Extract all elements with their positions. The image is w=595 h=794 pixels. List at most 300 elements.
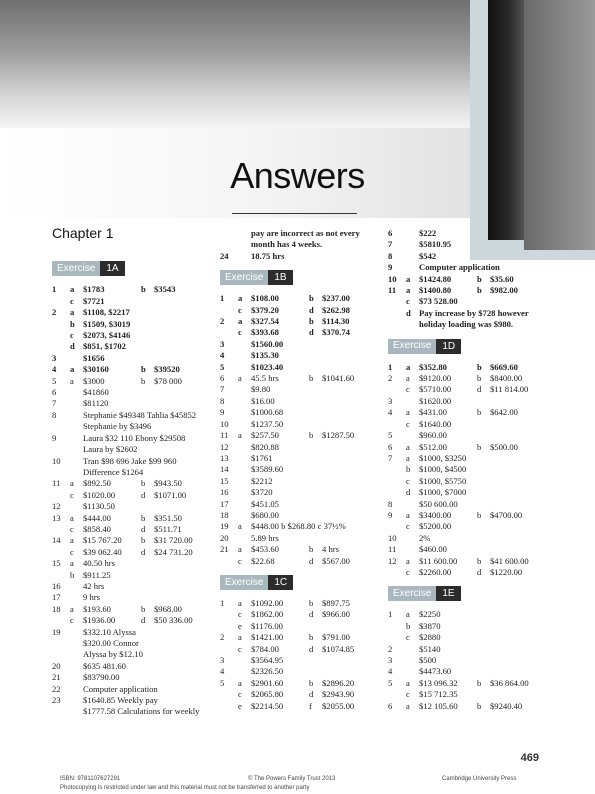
answer-v: Tran $98 696 Jake $99 960 xyxy=(83,455,177,466)
answer-row xyxy=(52,364,217,375)
answer-l: a xyxy=(406,677,410,688)
answer-l: c xyxy=(238,555,242,566)
answer-l xyxy=(238,510,251,521)
answer-n xyxy=(52,319,70,330)
answer-v2: $35.60 xyxy=(490,273,514,284)
answer-row xyxy=(388,373,548,384)
answer-n: 5 xyxy=(388,677,393,688)
answer-row xyxy=(388,396,548,407)
answer-row xyxy=(52,444,217,455)
answer-l xyxy=(238,350,251,361)
answer-l2: d xyxy=(309,689,314,700)
answer-n: 3 xyxy=(52,352,57,363)
answer-l: a xyxy=(406,285,411,296)
answer-v: 9 hrs xyxy=(83,592,100,603)
answer-l: c xyxy=(406,296,410,307)
answer-v: $41860 xyxy=(83,387,109,398)
answer-n: 13 xyxy=(220,452,229,463)
answer-v: 42 hrs xyxy=(83,580,105,591)
answer-v: $5140 xyxy=(419,643,441,654)
answer-l: a xyxy=(70,478,74,489)
answer-l xyxy=(238,533,251,544)
answer-v: holiday loading was $980. xyxy=(419,319,514,330)
answer-l2: b xyxy=(477,700,482,711)
answer-row xyxy=(388,499,548,510)
answer-v: $1000, $3250 xyxy=(419,452,467,463)
answer-v: $820.88 xyxy=(251,441,279,452)
answer-row xyxy=(220,442,380,453)
answer-n: 20 xyxy=(220,532,229,543)
page-title: Answers xyxy=(230,155,365,196)
answer-v: $3000 xyxy=(83,375,105,386)
answer-v2: $114.30 xyxy=(322,316,350,327)
answer-row xyxy=(388,239,548,250)
answer-v2: $966.00 xyxy=(322,609,350,620)
answer-n: 1 xyxy=(52,284,57,295)
answer-n xyxy=(52,467,70,478)
answer-v: $379.20 xyxy=(251,304,279,315)
answer-l: a xyxy=(238,544,242,555)
answer-v2: $642.00 xyxy=(490,407,518,418)
answer-v: $2073, $4146 xyxy=(83,330,131,341)
answer-n xyxy=(52,490,70,501)
answer-l xyxy=(70,661,83,672)
answer-l: a xyxy=(406,509,410,520)
answer-v: Laura $32 110 Ebony $29508 xyxy=(83,432,186,443)
answer-n: 20 xyxy=(52,660,61,671)
answer-row xyxy=(52,341,217,352)
answer-row xyxy=(220,239,380,250)
answer-v2: $2055.00 xyxy=(322,700,355,711)
answer-v: pay are incorrect as not every xyxy=(251,228,360,238)
answer-v: Pay increase by $728 however xyxy=(419,307,529,318)
answer-n: 6 xyxy=(388,700,393,711)
answer-v: $1000.68 xyxy=(251,407,284,418)
answer-v: $911.25 xyxy=(83,569,111,580)
answer-l: a xyxy=(238,677,242,688)
answer-l: c xyxy=(70,615,74,626)
answer-n: 12 xyxy=(52,501,61,512)
answer-row xyxy=(388,701,548,712)
chapter-heading: Chapter 1 xyxy=(52,225,114,241)
answer-row xyxy=(388,285,548,296)
answer-l xyxy=(238,419,251,430)
answer-l2: d xyxy=(309,304,314,315)
answer-v2: $511.71 xyxy=(154,523,182,534)
answer-row xyxy=(388,644,548,655)
answer-l2: f xyxy=(309,700,312,711)
answer-v: $444.00 xyxy=(83,512,111,523)
answer-l xyxy=(238,407,251,418)
answer-row xyxy=(220,293,380,304)
answer-l2: b xyxy=(477,361,482,372)
answer-l: c xyxy=(406,384,410,395)
answer-l2: b xyxy=(309,677,314,688)
answer-v: $1023.40 xyxy=(251,361,284,372)
answer-n xyxy=(52,570,70,581)
answer-v: $451.05 xyxy=(251,498,279,509)
answer-row xyxy=(52,558,217,569)
answer-l: c xyxy=(406,521,410,532)
answer-l xyxy=(406,666,419,677)
answer-l2: b xyxy=(477,441,482,452)
answer-row xyxy=(220,655,380,666)
answer-l2: d xyxy=(141,615,146,626)
answer-l2: b xyxy=(477,373,482,384)
answer-v: $1640.00 xyxy=(419,418,452,429)
answer-l: c xyxy=(406,475,410,486)
answer-l xyxy=(70,467,83,478)
answer-l: c xyxy=(70,546,74,557)
answer-row xyxy=(52,547,217,558)
answer-v2: 4 hrs xyxy=(322,544,339,555)
answer-row xyxy=(52,695,217,706)
answer-v: $193.60 xyxy=(83,603,111,614)
answer-l: a xyxy=(238,632,242,643)
answer-row xyxy=(388,533,548,544)
answer-v: month has 4 weeks. xyxy=(251,239,323,250)
answer-n xyxy=(388,308,406,319)
answer-l xyxy=(406,251,419,262)
answer-l: c xyxy=(406,689,410,700)
answer-n xyxy=(388,689,406,700)
answer-row xyxy=(220,327,380,338)
answer-row xyxy=(52,433,217,444)
answer-n: 9 xyxy=(220,407,225,418)
answer-l: a xyxy=(238,293,243,304)
answer-l: c xyxy=(238,327,242,338)
answer-n xyxy=(52,615,70,626)
answer-n: 6 xyxy=(220,373,225,384)
answer-list-1c-cont xyxy=(388,228,548,331)
answer-v: $1560.00 xyxy=(251,338,284,349)
answer-v: $81120 xyxy=(83,398,109,409)
answer-l xyxy=(70,672,83,683)
answer-v2: $968.00 xyxy=(154,603,182,614)
answer-v: $327.54 xyxy=(251,316,279,327)
answer-l2: d xyxy=(141,523,146,534)
answer-v2: $31 720.00 xyxy=(154,535,193,546)
answer-n: 16 xyxy=(220,487,229,498)
answer-n: 4 xyxy=(220,350,225,361)
answer-v: Computer application xyxy=(83,683,158,694)
answer-n: 11 xyxy=(220,430,229,441)
answer-row xyxy=(220,678,380,689)
answer-row xyxy=(388,476,548,487)
answer-row xyxy=(220,609,380,620)
answer-v2: $982.00 xyxy=(490,285,518,296)
answer-row xyxy=(220,362,380,373)
answer-row xyxy=(388,407,548,418)
answer-n: 15 xyxy=(220,475,229,486)
answer-l xyxy=(70,410,83,421)
answer-v: 45.5 hrs xyxy=(251,373,279,384)
answer-v: $2214.50 xyxy=(251,700,284,711)
answer-row xyxy=(220,350,380,361)
answer-l xyxy=(70,421,83,432)
answer-row xyxy=(388,632,548,643)
answer-row xyxy=(388,453,548,464)
answer-n: 21 xyxy=(220,544,229,555)
answer-list-1e xyxy=(388,609,548,712)
answer-n: 15 xyxy=(52,558,61,569)
answer-row xyxy=(388,544,548,555)
exercise-1a-heading: Exercise 1A xyxy=(52,261,125,276)
answer-n xyxy=(52,444,70,455)
answer-n: 6 xyxy=(388,441,393,452)
answer-l: a xyxy=(238,316,243,327)
answer-n: 7 xyxy=(52,398,57,409)
answer-l: d xyxy=(406,307,411,318)
answer-row xyxy=(220,499,380,510)
answer-v: $3564.95 xyxy=(251,655,284,665)
answer-l: b xyxy=(70,569,75,580)
answer-v: Laura by $2602 xyxy=(83,444,138,455)
answer-n xyxy=(52,649,70,660)
answer-row xyxy=(52,684,217,695)
answer-l2: b xyxy=(141,535,146,546)
answer-v: $2326.50 xyxy=(251,666,284,677)
answer-l: a xyxy=(406,407,410,418)
answer-row xyxy=(220,476,380,487)
publisher-text: Cambridge University Press xyxy=(442,776,517,782)
answer-n: 10 xyxy=(388,532,397,543)
answer-n: 8 xyxy=(388,250,393,261)
answer-n xyxy=(220,228,238,239)
answer-row xyxy=(52,649,217,660)
answer-v: $5200.00 xyxy=(419,521,452,532)
answer-l xyxy=(238,499,251,510)
answer-l: a xyxy=(406,273,411,284)
answer-n xyxy=(388,621,406,632)
answer-v2: $370.74 xyxy=(322,327,350,338)
answer-n: 9 xyxy=(52,432,57,443)
answer-row xyxy=(52,319,217,330)
answer-l: d xyxy=(70,341,75,352)
answer-l2: b xyxy=(141,364,146,375)
answer-v2: $11 814.00 xyxy=(490,384,529,395)
answer-l xyxy=(238,251,251,262)
answer-list-1a-cont xyxy=(220,228,380,262)
answer-l xyxy=(70,501,83,512)
answer-n: 1 xyxy=(388,609,393,620)
answer-l: a xyxy=(70,307,75,318)
answer-v: $1761 xyxy=(251,452,273,463)
answer-v: $1777.58 Calculations for weekly xyxy=(83,706,200,717)
copyright-text: © The Powers Family Trust 2013 xyxy=(248,776,336,782)
exercise-1c-heading: Exercise 1C xyxy=(220,575,293,590)
answer-row xyxy=(388,655,548,666)
answer-row xyxy=(220,666,380,677)
answer-v: Computer application xyxy=(419,262,500,273)
answer-n xyxy=(388,419,406,430)
answer-v2: $4700.00 xyxy=(490,509,523,520)
answer-row xyxy=(52,638,217,649)
answer-row xyxy=(388,556,548,567)
answer-l: a xyxy=(70,535,74,546)
answer-n: 7 xyxy=(388,452,393,463)
answer-l: b xyxy=(406,620,411,631)
answer-v2: $943.50 xyxy=(154,478,182,489)
answer-v: $135.30 xyxy=(251,350,279,361)
answer-l: a xyxy=(406,452,410,463)
answer-n: 5 xyxy=(220,677,225,688)
answer-l: a xyxy=(238,430,242,441)
answer-l2: b xyxy=(141,512,146,523)
answer-l2: b xyxy=(309,597,314,608)
answer-v2: $8400.00 xyxy=(490,373,523,384)
answer-l2: b xyxy=(309,544,314,555)
answer-row xyxy=(52,604,217,615)
answer-l: a xyxy=(70,284,75,295)
answer-l xyxy=(406,499,419,510)
answer-row xyxy=(52,284,217,295)
answer-l xyxy=(406,319,419,330)
answer-v: $22.68 xyxy=(251,555,275,566)
answer-row xyxy=(52,490,217,501)
answer-l2: b xyxy=(309,373,314,384)
answer-n: 6 xyxy=(388,228,393,238)
answer-v: $453.60 xyxy=(251,544,279,555)
answer-n: 4 xyxy=(388,666,393,677)
answer-v: $680.00 xyxy=(251,509,279,520)
answer-n xyxy=(220,556,238,567)
answer-row xyxy=(220,632,380,643)
answer-l2: d xyxy=(309,643,314,654)
answer-l2: d xyxy=(141,489,146,500)
answer-n xyxy=(388,476,406,487)
answer-l xyxy=(70,387,83,398)
answer-l: a xyxy=(406,373,410,384)
answer-row xyxy=(52,376,217,387)
answer-v: $3400.00 xyxy=(419,509,452,520)
answer-row xyxy=(388,442,548,453)
answer-v2: $3543 xyxy=(154,284,176,295)
answer-l xyxy=(70,456,83,467)
answer-list-1c xyxy=(220,598,380,712)
answer-l xyxy=(406,396,419,407)
answer-v: $1862.00 xyxy=(251,609,284,620)
answer-l2: b xyxy=(477,677,482,688)
answer-n: 2 xyxy=(52,307,57,318)
answer-v: $393.68 xyxy=(251,327,279,338)
answer-n: 11 xyxy=(388,285,397,296)
answer-row xyxy=(52,570,217,581)
answer-v2: $2896.20 xyxy=(322,677,355,688)
answer-n: 24 xyxy=(220,250,229,261)
answer-v: $3870 xyxy=(419,620,441,631)
answer-n: 11 xyxy=(388,544,397,555)
answer-v: $2212 xyxy=(251,475,273,486)
answer-v: $15 767.20 xyxy=(83,535,122,546)
answer-n xyxy=(52,638,70,649)
answer-row xyxy=(388,567,548,578)
answer-l: a xyxy=(70,364,75,375)
answer-row xyxy=(52,410,217,421)
answer-v: $858.40 xyxy=(83,523,111,534)
answer-v: 40.50 hrs xyxy=(83,558,115,569)
answer-row xyxy=(220,316,380,327)
answer-l2: b xyxy=(141,603,146,614)
answer-row xyxy=(388,262,548,273)
answer-row xyxy=(388,274,548,285)
answer-n xyxy=(52,330,70,341)
answer-row xyxy=(220,689,380,700)
answer-n: 4 xyxy=(388,407,393,418)
answer-v: $1509, $3019 xyxy=(83,318,131,329)
answer-v: $9120.00 xyxy=(419,373,452,384)
answer-l xyxy=(406,544,419,555)
answer-n xyxy=(220,621,238,632)
column-1 xyxy=(52,225,217,718)
answer-row xyxy=(220,396,380,407)
answer-v: $1783 xyxy=(83,284,105,295)
answer-n: 5 xyxy=(220,361,225,372)
answer-n xyxy=(388,567,406,578)
answer-row xyxy=(52,478,217,489)
answer-v2: $262.98 xyxy=(322,304,350,315)
answer-v2: $567.00 xyxy=(322,555,350,566)
answer-row xyxy=(220,419,380,430)
answer-n xyxy=(220,609,238,620)
answer-l2: b xyxy=(477,509,482,520)
answer-n: 18 xyxy=(52,603,61,614)
answer-row xyxy=(388,678,548,689)
answer-l xyxy=(70,649,83,660)
answer-l: c xyxy=(70,489,74,500)
answer-n xyxy=(388,319,406,330)
answer-v: $3720 xyxy=(251,487,273,498)
answer-v: $1620.00 xyxy=(419,395,452,406)
exercise-1e-heading: Exercise 1E xyxy=(388,586,461,601)
answer-row xyxy=(52,330,217,341)
answer-l: a xyxy=(70,558,74,569)
answer-v: $1640.85 Weekly pay xyxy=(83,695,158,706)
answer-row xyxy=(388,251,548,262)
answer-row xyxy=(220,251,380,262)
answer-v: Stephanie $49348 Tahlia $45852 xyxy=(83,409,197,420)
answer-l xyxy=(406,430,419,441)
page-curl-shadow xyxy=(524,0,595,250)
answer-l: c xyxy=(238,609,242,620)
answer-n xyxy=(388,464,406,475)
answer-v2: $1041.60 xyxy=(322,373,355,384)
answer-n: 22 xyxy=(52,683,61,694)
answer-v: $1000, $5750 xyxy=(419,475,467,486)
answer-n xyxy=(220,701,238,712)
answer-l xyxy=(70,684,83,695)
answer-v: $13 096.32 xyxy=(419,677,458,688)
answer-v2: $41 600.00 xyxy=(490,555,529,566)
answer-l xyxy=(238,339,251,350)
answer-v: $222 xyxy=(419,228,437,238)
answer-n xyxy=(388,296,406,307)
answer-v: $542 xyxy=(419,250,437,261)
answer-row xyxy=(52,615,217,626)
answer-n: 19 xyxy=(52,626,61,637)
answer-v: Difference $1264 xyxy=(83,466,144,477)
column-2 xyxy=(220,228,380,712)
answer-l2: d xyxy=(309,609,314,620)
page-curl-dark xyxy=(488,0,524,240)
answer-v: $2880 xyxy=(419,632,441,643)
answer-l xyxy=(406,262,419,273)
title-rule xyxy=(232,213,357,214)
answer-l2: b xyxy=(309,632,314,643)
answer-n: 21 xyxy=(52,672,61,683)
page-number: 469 xyxy=(520,752,539,764)
answer-v: $30160 xyxy=(83,364,109,375)
